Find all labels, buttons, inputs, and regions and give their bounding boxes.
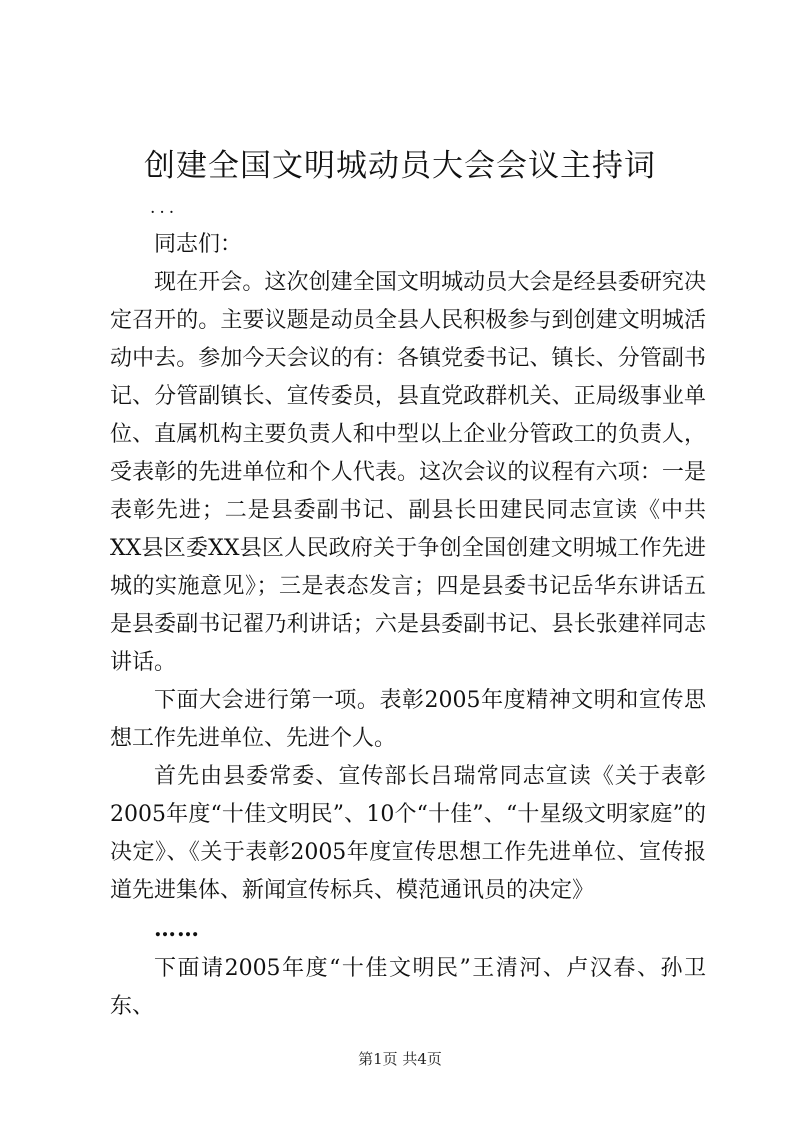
agenda-item-one-paragraph: 下面大会进行第一项。表彰2005年度精神文明和宣传思想工作先进单位、先进个人。: [110, 688, 706, 751]
opening-paragraph: 现在开会。这次创建全国文明城动员大会是经县委研究决定召开的。主要议题是动员全县人民积极参与到创建文明城活动中去。参加今天会议的有：各镇党委书记、镇长、分管副书记、分管副镇长、宣传委员，县直党政群机关、正局级事业单位、直属机构主要负责人和中型以上企业分管政工的负责人，受表彰的先进单位和个人代表。这次会议的议程有六项：一是表彰先进；二是县委副书记、副县长田建民同志宣读《中共XX县区委XX县区人民政府关于争创全国创建文明城工作先进城的实施意见》；三是表态发言；四是县委书记岳华东讲话五是县委副书记翟乃利讲话；六是县委副书记、县长张建祥同志讲话。: [110, 270, 706, 675]
top-ellipsis: ...: [150, 198, 179, 218]
document-title: 创建全国文明城动员大会会议主持词: [144, 148, 656, 184]
awardees-paragraph: 下面请2005年度“十佳文明民”王清河、卢汉春、孙卫东、: [110, 956, 706, 1019]
announcement-paragraph: 首先由县委常委、宣传部长吕瑞常同志宣读《关于表彰2005年度“十佳文明民”、10个“十佳”、“十星级文明家庭”的决定》、《关于表彰2005年度宣传思想工作先进单位、宣传报道先进集体、新闻宣传标兵、模范通讯员的决定》: [110, 764, 706, 903]
omission-dots: ……: [154, 916, 200, 942]
document-body: [110, 226, 706, 1026]
page-footer: 第1页 共4页: [358, 1050, 442, 1068]
salutation-paragraph: 同志们：: [154, 232, 243, 257]
